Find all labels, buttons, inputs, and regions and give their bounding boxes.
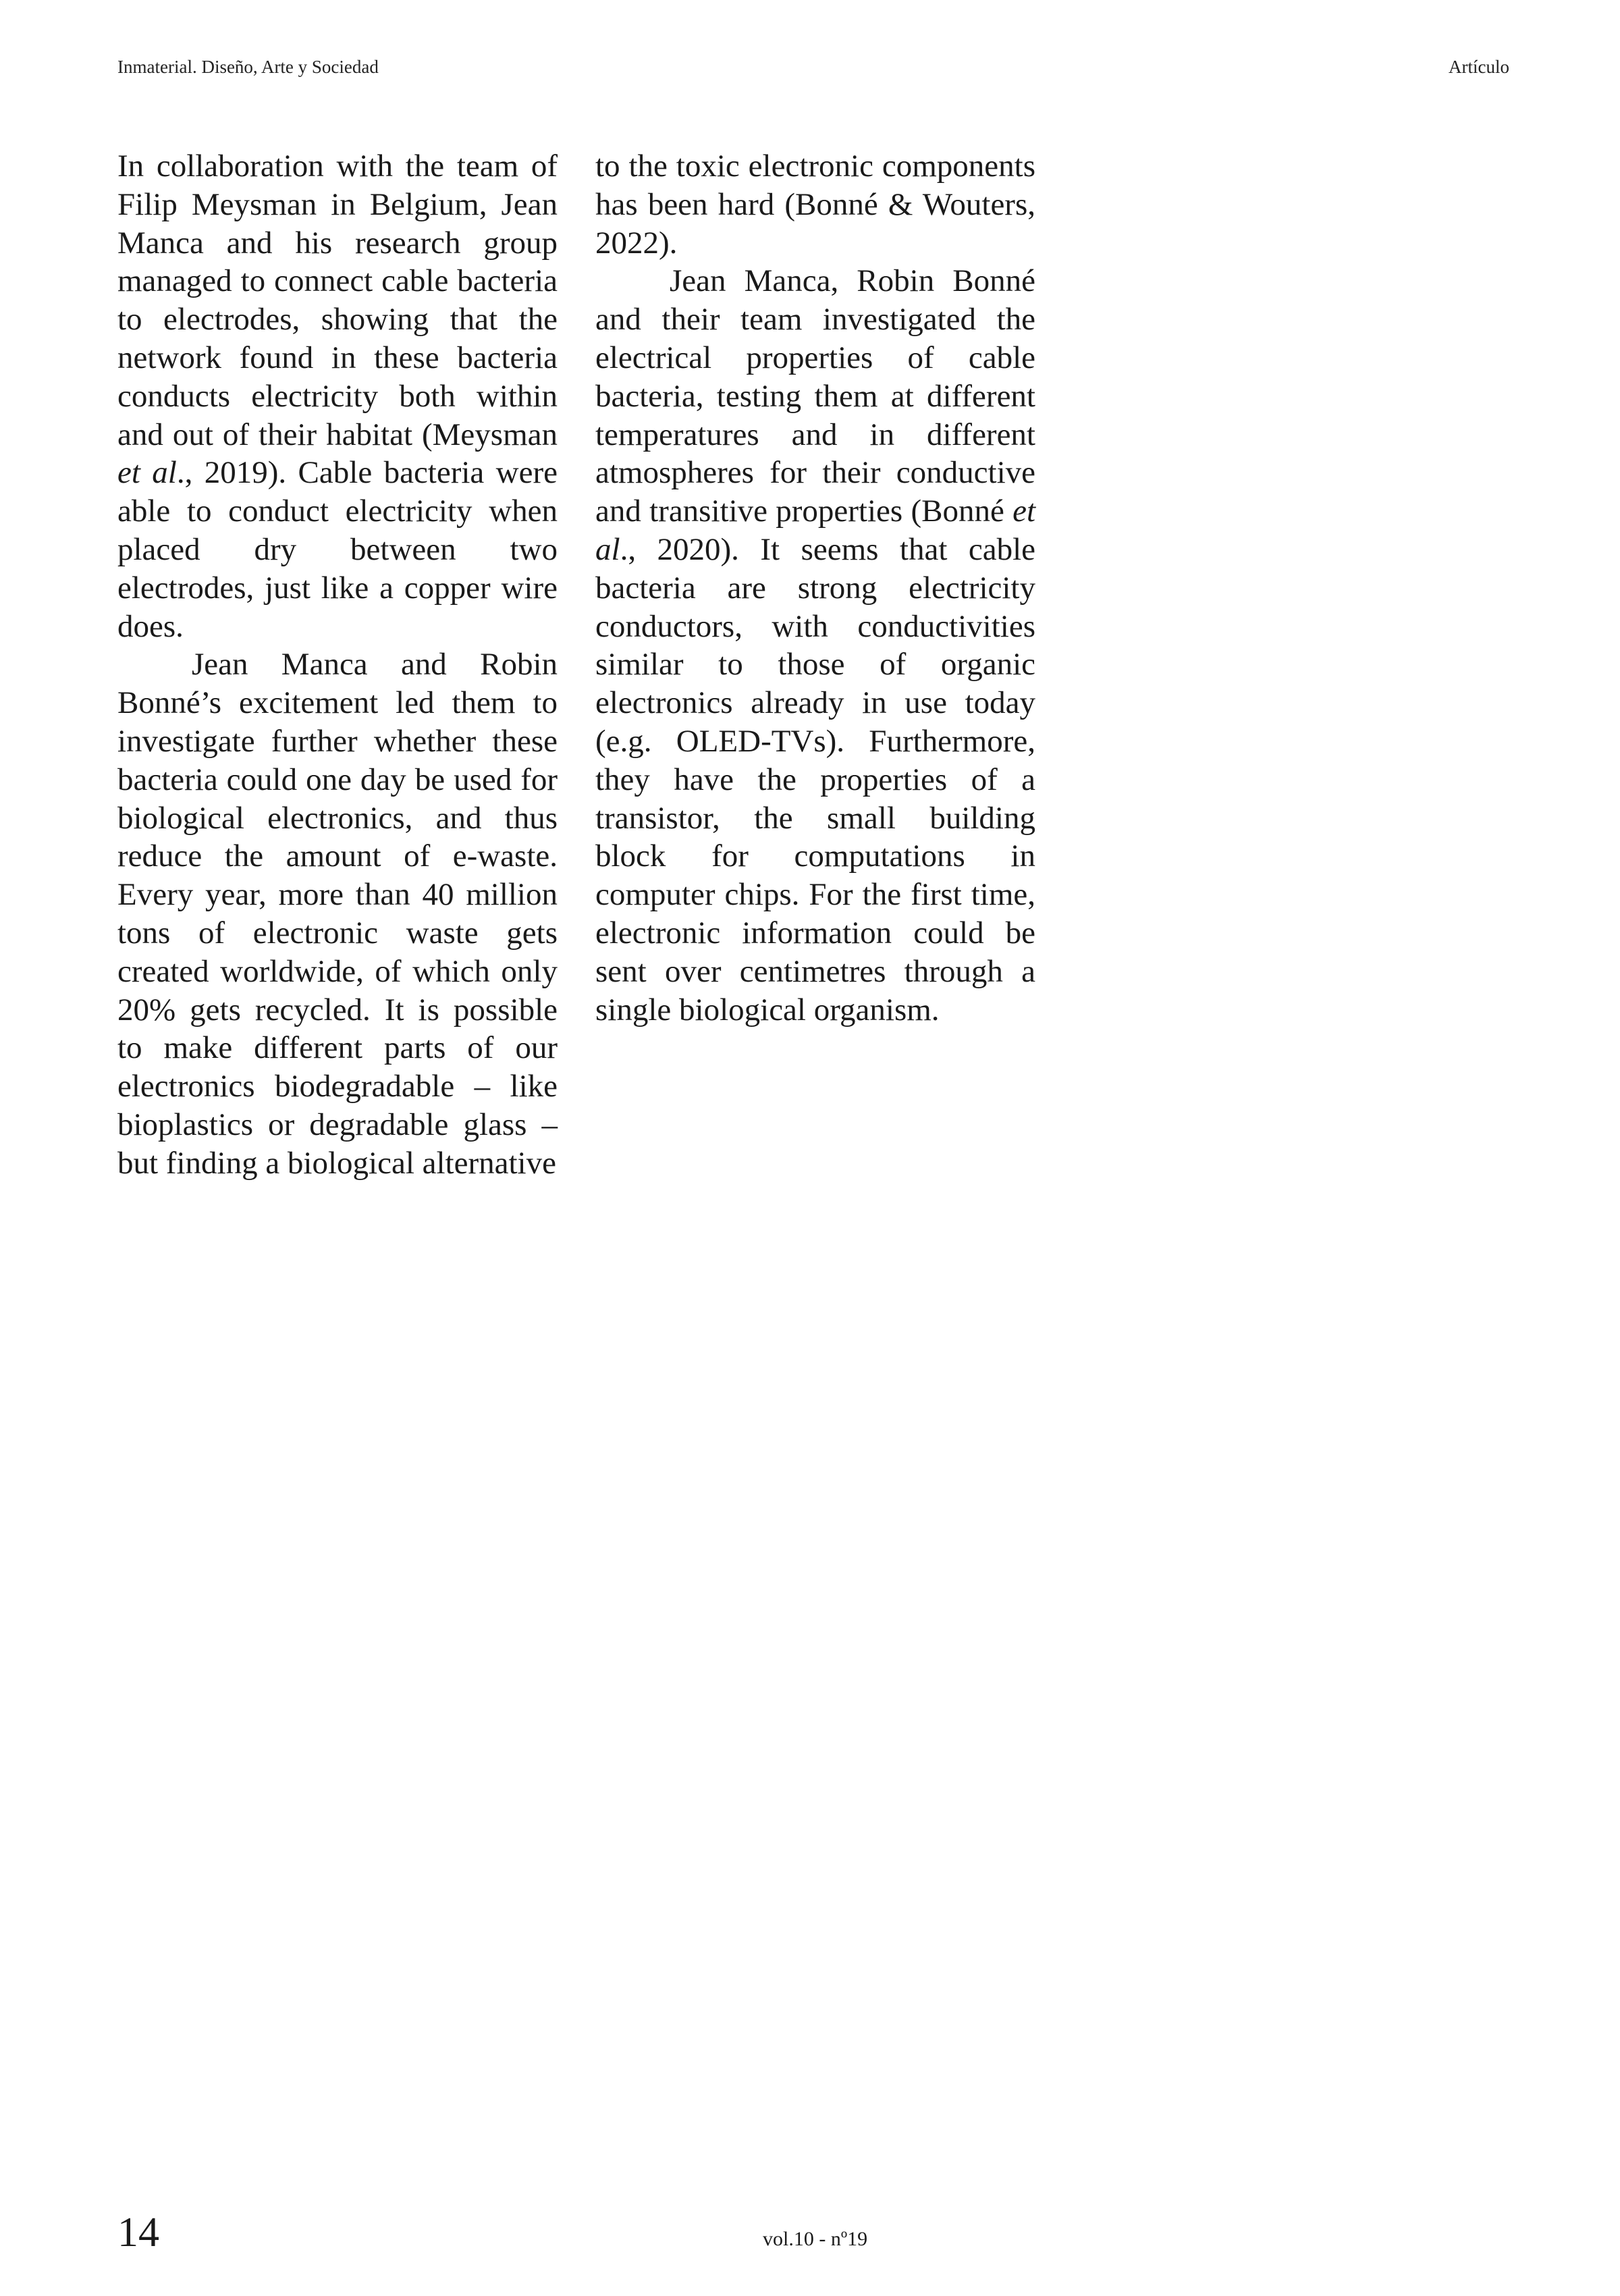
- text-column-right: [595, 147, 1035, 1029]
- issue-label: vol.10 - nº19: [763, 2228, 868, 2250]
- paragraph-2: Jean Manca and Robin Bonné’s excitement led them to investigate further whether these bacteria could one day be used for biological electronics, and thus reduce the amount of e-waste. Every year, more than 40 million tons of electronic waste gets created worldwide, of which only 20% gets recycled. It is possible to make different parts of our electronics biodegradable – like bioplastics or degradable glass – but finding a biological alternative: [117, 647, 558, 1181]
- section-label: Artículo: [1449, 57, 1509, 77]
- page-number: 14: [117, 2210, 159, 2255]
- paragraph-3: Jean Manca, Robin Bonné and their team investigated the electrical properties of cable bacteria, testing them at different temperatures and in different atmospheres for their conductive and transitive properties (Bonné et al., 2020). It seems that cable bacteria are strong electricity conductors, with conductivities similar to those of organic electronics already in use today (e.g. OLED-TVs). Furthermore, they have the properties of a transistor, the small building block for computations in computer chips. For the first time, electronic information could be sent over centimetres through a single biological organism.: [595, 263, 1035, 1027]
- paragraph-1: In collaboration with the team of Filip Meysman in Belgium, Jean Manca and his research group managed to connect cable bacteria to electrodes, showing that the network found in these bacteria conducts electricity both within and out of their habitat (Meysman et al., 2019). Cable bacteria were able to conduct electricity when placed dry between two electrodes, just like a copper wire does.: [117, 149, 558, 644]
- text-column-left: [117, 147, 558, 1183]
- journal-title: Inmaterial. Diseño, Arte y Sociedad: [117, 57, 379, 77]
- paragraph-2-continued: to the toxic electronic components has been hard (Bonné & Wouters, 2022).: [595, 149, 1035, 261]
